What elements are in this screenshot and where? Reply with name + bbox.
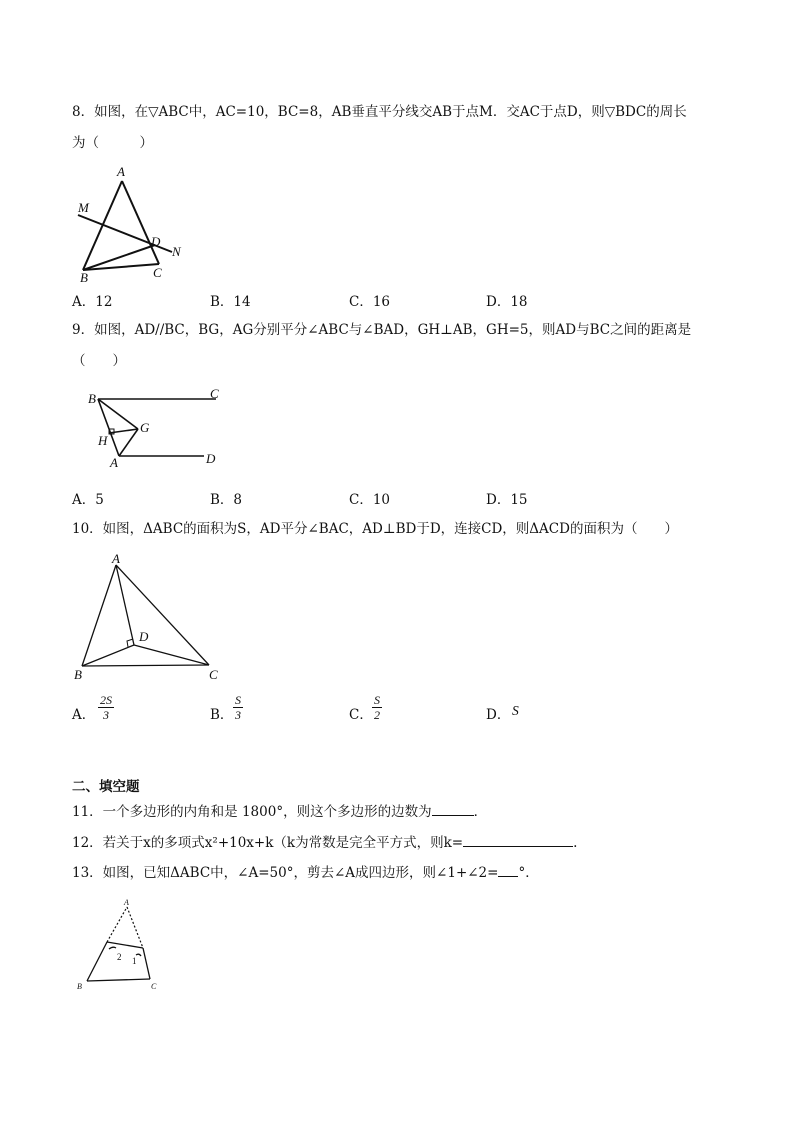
q8-label-c: C	[153, 265, 162, 280]
q12-question: 12．若关于x的多项式x²+10x+k（k为常数是完全平方式，则k=	[72, 835, 464, 851]
q8-label-d: D	[151, 234, 161, 249]
q11-end: ．	[473, 804, 488, 820]
q8-label-b: B	[80, 270, 88, 285]
q10-option-c-numerator: S	[374, 693, 380, 707]
q8-label-n: N	[172, 244, 181, 259]
q11-question: 11．一个多边形的内角和是 1800°，则这个多边形的边数为	[72, 804, 432, 820]
q8-text-line1: 8．如图，在▽ABC中，AC=10，BC=8，AB垂直平分线交AB于点M．交AC于点D，则▽BDC的周长	[72, 104, 687, 120]
q12-end: .	[573, 835, 578, 851]
q10-option-a-denominator: 3	[103, 708, 109, 722]
q8-option-b[interactable]: B．14	[210, 294, 251, 310]
q13-label-a: A	[124, 898, 129, 907]
q10-option-a-numerator: 2S	[100, 693, 112, 707]
q9-option-a[interactable]: A．5	[72, 492, 104, 508]
q9-label-h: H	[98, 433, 108, 448]
q8-label-a: A	[117, 164, 125, 179]
q8-option-d[interactable]: D．18	[486, 294, 528, 310]
q10-label-c: C	[209, 667, 218, 682]
q10-option-b-denominator: 3	[235, 708, 241, 722]
q10-option-c-denominator: 2	[374, 708, 380, 722]
q8-option-c[interactable]: C．16	[349, 294, 391, 310]
q13-question: 13．如图，已知ΔABC中，∠A=50°，剪去∠A成四边形，则∠1+∠2=	[72, 865, 499, 881]
q10-label-b: B	[74, 667, 82, 682]
q9-option-b[interactable]: B．8	[210, 492, 243, 508]
q10-label-a: A	[112, 551, 120, 566]
q13-end: °．	[518, 865, 539, 881]
q9-label-c: C	[210, 386, 219, 401]
q13-label-b: B	[77, 982, 82, 991]
q10-option-d-value: S	[512, 703, 519, 718]
q13-label-one: 1	[132, 956, 137, 966]
q9-label-d: D	[206, 451, 216, 466]
q10-label-d: D	[139, 629, 149, 644]
q9-label-g: G	[140, 420, 150, 435]
q9-text-line1: 9．如图，AD//BC，BG，AG分别平分∠ABC与∠BAD，GH⊥AB，GH=5，则AD与BC之间的距离是	[72, 322, 692, 338]
q8-option-a[interactable]: A．12	[72, 294, 113, 310]
q9-label-a: A	[110, 455, 118, 470]
q10-option-c-label[interactable]: C．	[349, 707, 373, 723]
section-title-fill-in: 二、填空题	[72, 779, 140, 795]
q8-text-line2: 为（ ）	[72, 135, 153, 151]
q9-label-b: B	[88, 391, 96, 406]
q10-option-a-label[interactable]: A．	[72, 707, 96, 723]
q10-option-b-numerator: S	[235, 693, 241, 707]
q10-text: 10．如图，ΔABC的面积为S，AD平分∠BAC，AD⊥BD于D，连接CD，则ΔACD的面积为（ ）	[72, 521, 678, 537]
q10-option-d-label[interactable]: D．	[486, 707, 511, 723]
q9-option-c[interactable]: C．10	[349, 492, 391, 508]
q13-cut-corner	[107, 907, 143, 948]
q8-label-m: M	[78, 200, 89, 215]
q9-text-line2: （ ）	[72, 353, 126, 369]
q13-label-two: 2	[117, 952, 122, 962]
q10-option-b-label[interactable]: B．	[210, 707, 234, 723]
q9-option-d[interactable]: D．15	[486, 492, 528, 508]
q13-label-c: C	[151, 982, 157, 991]
